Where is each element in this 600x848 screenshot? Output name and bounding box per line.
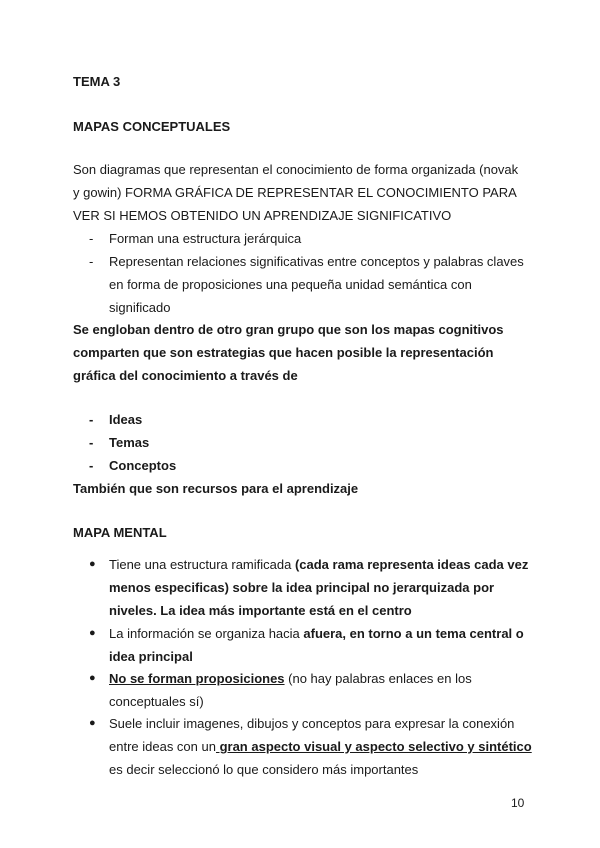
text-bold: (cada rama representa ideas cada vez menos especificas) sobre la idea principal no jerarquizada por niveles. La idea más importante está en el centro: [109, 557, 529, 618]
list-item-text: [109, 712, 533, 781]
text-normal: Tiene una estructura ramificada: [109, 557, 295, 572]
text-normal: La información se organiza hacia: [109, 626, 304, 641]
list-item: [73, 431, 533, 454]
bullet-marker: ●: [89, 627, 96, 639]
list-item-text: Representan relaciones significativas entre conceptos y palabras claves en forma de proposiciones una pequeña unidad semántica con significado: [109, 254, 524, 315]
bullet-marker: ●: [89, 717, 96, 729]
list-item: [73, 250, 533, 319]
text-bold: afuera, en torno a un tema central o idea principal: [109, 626, 524, 664]
dash-marker: -: [89, 231, 94, 246]
list-item: [73, 712, 533, 781]
page-number: 10: [511, 796, 525, 810]
list-item: [73, 667, 533, 713]
list-item-text: Temas: [109, 435, 150, 450]
list-item: [73, 227, 533, 250]
text-normal: (no hay palabras enlaces en los conceptuales sí): [109, 671, 472, 709]
list-item: [73, 622, 533, 668]
text-bold-underlined: No se forman proposiciones: [109, 671, 285, 686]
list-item-text: [109, 553, 533, 622]
section-title-mapa-mental: MAPA MENTAL: [73, 525, 167, 540]
dash-marker: -: [89, 412, 94, 427]
bold-paragraph: Se engloban dentro de otro gran grupo que son los mapas cognitivos comparten que son estrategias que hacen posible la representación gráfica del conocimiento a través de: [73, 322, 504, 383]
bold-line: También que son recursos para el aprendizaje: [73, 481, 359, 496]
list-item-text: Forman una estructura jerárquica: [109, 231, 302, 246]
bullet-marker: ●: [89, 672, 96, 684]
intro-line-2: y gowin) FORMA GRÁFICA DE REPRESENTAR EL CONOCIMIENTO PARA: [73, 185, 517, 200]
bullet-marker: ●: [89, 558, 96, 570]
list-item-text: [109, 667, 533, 713]
text-normal: Suele incluir imagenes, dibujos y conceptos para expresar la conexión entre ideas con un: [109, 716, 515, 754]
list-item: [73, 408, 533, 431]
dash-marker: -: [89, 254, 94, 269]
dash-marker: -: [89, 458, 94, 473]
dash-marker: -: [89, 435, 94, 450]
list-item: [73, 454, 533, 477]
list-item: [73, 553, 533, 622]
intro-line-1: Son diagramas que representan el conocimiento de forma organizada (novak: [73, 162, 519, 177]
section-title-mapas-conceptuales: MAPAS CONCEPTUALES: [73, 119, 231, 134]
list-item-text: Conceptos: [109, 458, 177, 473]
text-normal: es decir seleccionó lo que considero más importantes: [109, 762, 419, 777]
list-item-text: Ideas: [109, 412, 143, 427]
tema-heading: TEMA 3: [73, 74, 121, 89]
intro-paragraph: [73, 158, 533, 227]
text-bold-underlined: gran aspecto visual y aspecto selectivo y sintético: [215, 739, 532, 754]
list-item-text: [109, 622, 533, 668]
intro-line-3: VER SI HEMOS OBTENIDO UN APRENDIZAJE SIGNIFICATIVO: [73, 208, 452, 223]
